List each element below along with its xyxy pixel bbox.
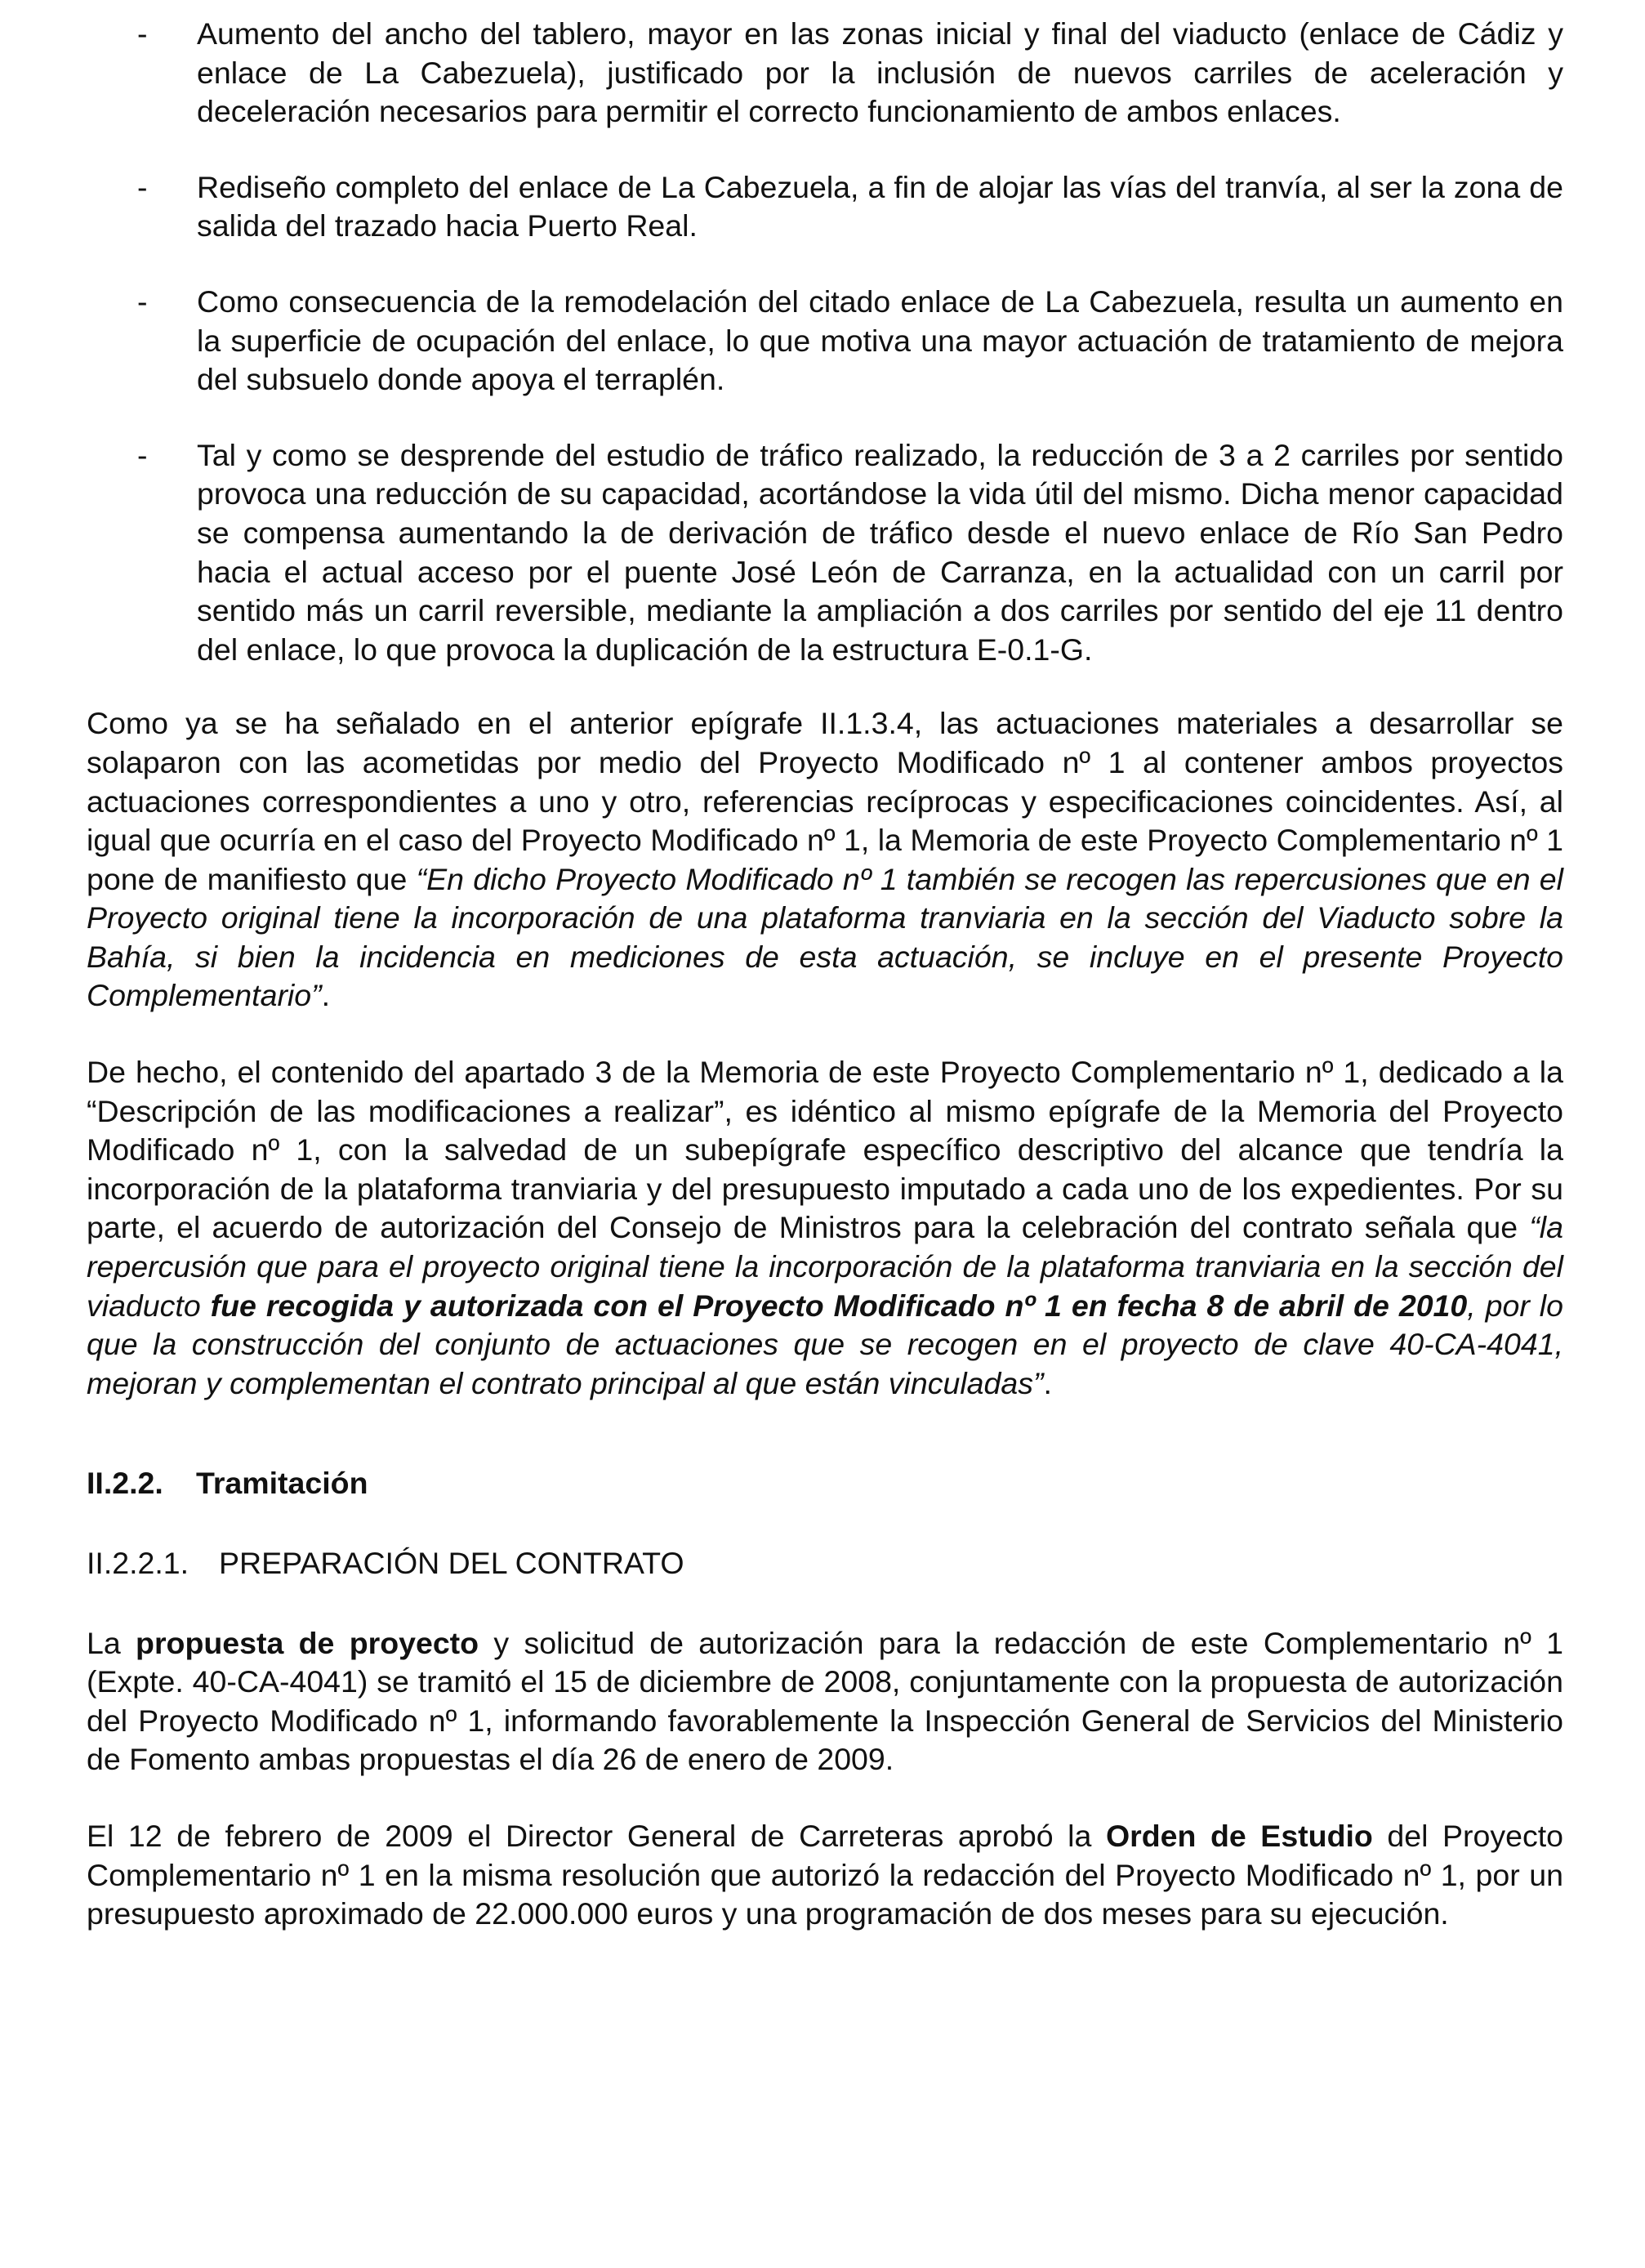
paragraph-text-continued: y solicitud de autorización para la redacción de este Complementario nº 1 (Expte. 40-CA-4041) se tramitó el 15 de diciembre de 2008, conjuntamente con la propuesta de autorización del Proyecto Modificado nº 1, informando favorablemente la Inspección General de Servicios del Ministerio de Fomento ambas propuestas el día 26 de enero de 2009. (87, 1625, 1563, 1777)
subsection-heading (87, 1544, 1563, 1583)
quote-text: “En dicho Proyecto Modificado nº 1 también se recogen las repercusiones que en el Proyecto original tiene la incorporación de una plataforma tranviaria en la sección del Viaducto sobre la Bahía, si bien la incidencia en mediciones de esta actuación, se incluye en el presente Proyecto Complementario” (87, 861, 1563, 1013)
paragraph-proposal (87, 1624, 1563, 1779)
list-item-text: Tal y como se desprende del estudio de tráfico realizado, la reducción de 3 a 2 carriles por sentido provoca una reducción de su capacidad, acortándose la vida útil del mismo. Dicha menor capacidad se compensa aumentando la de derivación de tráfico desde el nuevo enlace de Río San Pedro hacia el actual acceso por el puente José León de Carranza, en la actualidad con un carril por sentido más un carril reversible, mediante la ampliación a dos carriles por sentido del eje 11 dentro del enlace, lo que provoca la duplicación de la estructura E-0.1-G. (197, 437, 1563, 667)
paragraph-overlap (87, 704, 1563, 1016)
subsection-number: II.2.2.1. (87, 1546, 189, 1580)
section-title: Tramitación (196, 1466, 368, 1501)
paragraph-text: De hecho, el contenido del apartado 3 de la Memoria de este Proyecto Complementario nº 1, dedicado a la “Descripción de las modificaciones a realizar”, es idéntico al mismo epígrafe de la Memoria del Proyecto Modificado nº 1, con la salvedad de un subepígrafe específico descriptivo del alcance que tendría la incorporación de la plataforma tranviaria y del presupuesto imputado a cada uno de los expedientes. Por su parte, el acuerdo de autorización del Consejo de Ministros para la celebración del contrato señala que (87, 1055, 1563, 1245)
paragraph-text: El 12 de febrero de 2009 el Director General de Carreteras aprobó la (87, 1818, 1106, 1853)
bullet-dash: - (137, 169, 148, 204)
paragraph-text: Como ya se ha señalado en el anterior epígrafe II.1.3.4, las actuaciones materiales a desarrollar se solaparon con las acometidas por medio del Proyecto Modificado nº 1 al contener ambos proyectos actuaciones correspondientes a uno y otro, referencias recíprocas y especificaciones coincidentes. Así, al igual que ocurría en el caso del Proyecto Modificado nº 1, la Memoria de este Proyecto Complementario nº 1 pone de manifiesto que (87, 706, 1563, 896)
section-heading (87, 1464, 1563, 1503)
paragraph-content (87, 1053, 1563, 1403)
subsection-title: PREPARACIÓN DEL CONTRATO (219, 1546, 684, 1580)
bold-term: Orden de Estudio (1105, 1818, 1373, 1853)
document-page (87, 15, 1563, 1934)
paragraph-text: La (87, 1625, 136, 1660)
bullet-dash: - (137, 16, 148, 51)
bullet-dash: - (137, 437, 148, 472)
quote-text: “la repercusión que para el proyecto original tiene la incorporación de la plataforma tranviaria en la sección del viaducto (87, 1210, 1563, 1323)
list-item (87, 283, 1563, 400)
list-item (87, 15, 1563, 132)
paragraph-text-continued: del Proyecto Complementario nº 1 en la misma resolución que autorizó la redacción del Proyecto Modificado nº 1, por un presupuesto aproximado de 22.000.000 euros y una programación de dos meses para su ejecución. (87, 1818, 1564, 1931)
quote-bold-text: fue recogida y autorizada con el Proyecto Modificado nº 1 en fecha 8 de abril de 2010 (210, 1288, 1468, 1323)
list-item (87, 436, 1563, 670)
paragraph-end: . (1043, 1365, 1052, 1400)
paragraph-study-order (87, 1817, 1563, 1934)
list-item-text: Rediseño completo del enlace de La Cabezuela, a fin de alojar las vías del tranvía, al ser la zona de salida del trazado hacia Puerto Real. (197, 169, 1563, 243)
list-item (87, 168, 1563, 246)
section-number: II.2.2. (87, 1466, 163, 1501)
bold-term: propuesta de proyecto (136, 1625, 479, 1660)
bullet-dash: - (137, 284, 148, 319)
list-item-text: Como consecuencia de la remodelación del citado enlace de La Cabezuela, resulta un aumento en la superficie de ocupación del enlace, lo que motiva una mayor actuación de tratamiento de mejora del subsuelo donde apoya el terraplén. (197, 284, 1563, 397)
list-item-text: Aumento del ancho del tablero, mayor en las zonas inicial y final del viaducto (enlace de Cádiz y enlace de La Cabezuela), justificado por la inclusión de nuevos carriles de aceleración y deceleración necesarios para permitir el correcto funcionamiento de ambos enlaces. (197, 16, 1563, 129)
paragraph-end: . (321, 978, 331, 1013)
quote-text-continued: , por lo que la construcción del conjunto de actuaciones que se recogen en el proyecto de clave 40-CA-4041, mejoran y complementan el contrato principal al que están vinculadas” (87, 1288, 1563, 1400)
